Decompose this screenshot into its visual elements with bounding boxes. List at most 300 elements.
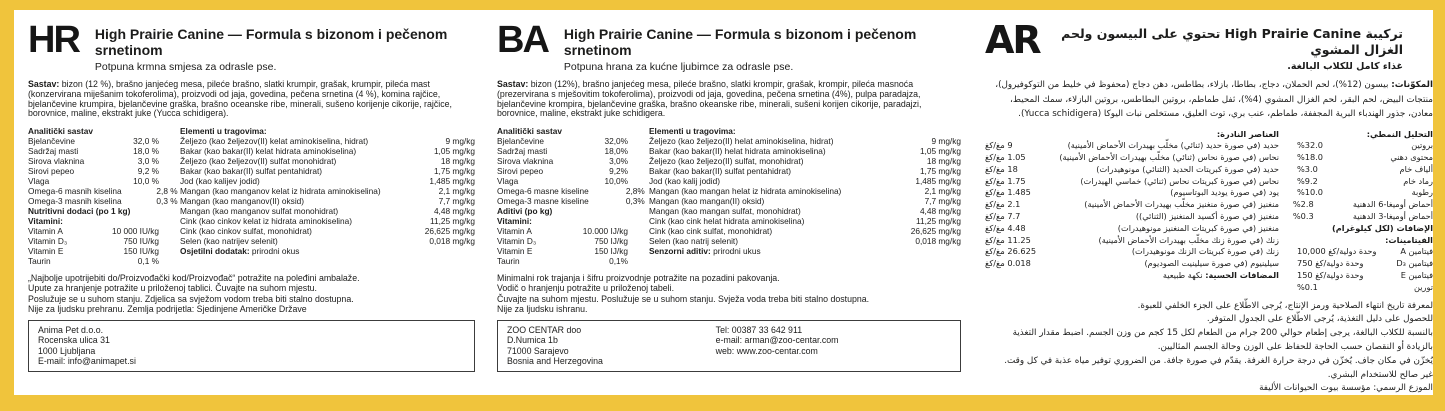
product-subtitle: Potpuna krmna smjesa za odrasle pse.: [94, 61, 277, 73]
row-value: 750 IJ/kg: [594, 236, 628, 247]
row-label: Cink (kao cink helat hidrata aminokiselina): [649, 216, 805, 227]
sensory-additive: [985, 270, 1279, 282]
row-value: 1,05 mg/kg: [433, 146, 475, 157]
row-label: Mangan (kao mangan helat iz hidrata aminokiselina): [649, 186, 842, 197]
row-value: 750 IU/kg: [123, 236, 159, 247]
table-row: [985, 176, 1279, 188]
usage-notes: [497, 273, 961, 314]
analysis-header: التحليل النمطي:: [1366, 128, 1433, 139]
row-value: 2.1 مغ/كغ: [985, 199, 1021, 210]
row-label: Sirova vlaknina: [28, 156, 85, 167]
table-row: [985, 164, 1279, 176]
row-value: 2,8%: [625, 186, 645, 197]
table-row: [180, 166, 475, 176]
language-code-ar: AR: [985, 18, 1040, 62]
row-value: 26,625 mg/kg: [910, 226, 961, 237]
vitamins-table: [28, 226, 159, 266]
table-row: [985, 140, 1279, 152]
text-line: Upute za hranjenje potražite u priloženoj tablici. Čuvajte na suhom mjestu.: [28, 283, 317, 294]
trace-header: Elementi u tragovima:: [180, 126, 267, 137]
trace-table: [649, 136, 961, 246]
vitamins-table: [497, 226, 628, 266]
text-line: e-mail: arman@zoo-centar.com: [715, 335, 839, 346]
row-label: Mangan (kao manganov sulfat monohidrat): [180, 206, 339, 217]
row-value: 18,0%: [604, 146, 628, 157]
row-value: 2,8 %: [156, 186, 178, 197]
distributor-contact: [716, 325, 951, 366]
table-row: [1297, 258, 1433, 270]
section-ar-header: [985, 18, 1433, 72]
table-row: [180, 216, 475, 226]
row-label: بروتين: [1411, 140, 1433, 151]
trace-header: العناصر النادرة:: [1216, 128, 1279, 139]
row-label: منغنيز (في صورة أكسيد المنغنيز (الثنائي)): [1135, 211, 1279, 222]
table-row: [497, 146, 628, 156]
row-label: فيتامين D₃: [1396, 258, 1433, 269]
row-label: Selen (kao natrij selenit): [649, 236, 739, 247]
distributor-address: [38, 325, 239, 366]
section-ba: [497, 20, 961, 410]
vitamins-header: Vitamini:: [497, 216, 532, 227]
ingredients-text: bizon (12 %), brašno janjećeg mesa, pileće brašno, slatki krumpir, grašak, krumpir, pileća mast (konzervirana miješanim tokoferolima), proizvodi od jaja, govedina, pečena srnetina (4 %), komina rajčice, bjelančevine krumpira, bjelančevine graška, brašno oceanske ribe, minerali, sušeno korijenje cikorije, rajčice, borovnice, maline, ekstrakt juke (Yucca schidigera).: [28, 79, 452, 119]
distributor-box: [28, 320, 475, 372]
table-row: [1297, 270, 1433, 282]
ingredients-label: Sastav:: [497, 79, 529, 89]
row-label: Mangan (kao manganov kelat iz hidrata aminokiselina): [180, 186, 381, 197]
row-value: 32,0%: [604, 136, 628, 147]
row-value: 7,7 mg/kg: [924, 196, 961, 207]
table-row: [28, 226, 159, 236]
section-hr: [28, 20, 475, 410]
row-value: 0,3 %: [156, 196, 178, 207]
row-value: 2,1 mg/kg: [924, 186, 961, 197]
row-value: 11,25 mg/kg: [915, 216, 961, 227]
table-row: [497, 186, 645, 197]
table-row: [28, 196, 178, 207]
table-row: [649, 196, 961, 206]
row-value: 9,2 %: [137, 166, 159, 177]
table-row: [28, 246, 159, 256]
row-value: 150 IJ/kg: [594, 246, 628, 257]
sensory-value: prirodni okus: [249, 246, 300, 257]
row-label: Vitamin D₃: [497, 236, 537, 247]
language-code-hr: HR: [28, 19, 79, 61]
row-value: 4,48 mg/kg: [433, 206, 475, 217]
row-value: %32.0: [1297, 140, 1324, 151]
row-value: 10,0 %: [133, 176, 159, 187]
table-row: [180, 196, 475, 206]
row-value: 1,75 mg/kg: [919, 166, 961, 177]
row-value: 0,018 mg/kg: [915, 236, 961, 247]
row-label: Selen (kao natrijev selenit): [180, 236, 278, 247]
row-value: 3,0 %: [137, 156, 159, 167]
table-row: [985, 152, 1279, 164]
trace-table: [180, 136, 475, 246]
table-row: [497, 246, 628, 256]
row-label: Željezo (kao željezov(II) kelat aminokiselina, hidrat): [180, 136, 369, 147]
table-row: [497, 236, 628, 246]
table-row: [28, 166, 159, 176]
row-value: 10,0%: [604, 176, 628, 187]
text-line: غير صالح للاستخدام البشري.: [1327, 369, 1433, 380]
row-label: نحاس (في صورة كبريتات نحاس (ثنائي) خماسي الهيدرات): [1080, 175, 1279, 186]
row-label: Bjelančevine: [28, 136, 76, 147]
vitamins-header: الفيتامينات:: [1385, 234, 1433, 245]
analysis-table: [28, 136, 178, 207]
row-label: تورين: [1414, 281, 1433, 292]
text-line: بالنسبة للكلاب البالغة، يرجى إطعام حوالي 200 جرام من الطعام لكل 15 كجم من وزن الجسم. اضبط مقدار التغذية بالزيادة أو النقصان حسب الحاجة للحفاظ على الوزن وحالة الجسم المثاليين.: [1012, 328, 1433, 353]
table-row: [180, 226, 475, 236]
row-value: 4.48 مغ/كغ: [985, 222, 1026, 233]
row-label: Željezo (kao željezo(II) sulfat, monohidrat): [649, 156, 804, 167]
row-label: زنك (في صورة زنك مخلّب بهيدرات الأحماض الأمينية): [1098, 234, 1279, 245]
row-label: Vlaga: [28, 176, 50, 187]
table-row: [985, 235, 1279, 247]
table-row: [497, 156, 628, 166]
table-row: [1292, 211, 1433, 223]
table-row: [1297, 164, 1433, 176]
table-row: [985, 187, 1279, 199]
table-row: [1292, 199, 1433, 211]
table-row: [649, 226, 961, 236]
row-label: Sadržaj masti: [28, 146, 79, 157]
row-label: Sadržaj masti: [497, 146, 548, 157]
row-value: 0,1 %: [137, 256, 159, 267]
distributor-address: [507, 325, 716, 366]
ingredients-text: بيسون (12%)، لحم الحملان، دجاج، بطاطا، بازلاء، بطاطس، دهن دجاج (محفوظ في خليط من التوكوفيرول)، منتجات البيض، لحم البقر، لحم الغزال المشوي (4%)، ثفل طماطم، بروتين البطاطس، بروتين البازلاء، سمك المحيط، معادن، جذور الهندباء البرية المجففة، طماطم، عنب بري، توت العليق، مستخلص نبات اليوكا (Yucca schidigera).: [995, 80, 1433, 119]
text-line: 71000 Sarajevo: [507, 345, 569, 356]
row-value: 150 وحدة دولية/كغ: [1297, 270, 1364, 281]
text-line: Poslužuje se u suhom stanju. Zdjelica sa svježom vodom treba biti stalno dostupna.: [28, 293, 354, 304]
title-block: [1040, 26, 1403, 72]
table-row: [649, 206, 961, 216]
title-block: [564, 26, 961, 73]
section-ar: [985, 20, 1433, 410]
row-value: 18,0 %: [133, 146, 159, 157]
table-row: [28, 156, 159, 166]
product-title: High Prairie Canine — Formula s bizonom i pečenom srnetinom: [563, 26, 917, 58]
text-line: „Najbolje upotrijebiti do/Proizvođački kod/Proizvođač“ potražite na poleđini ambalaže.: [28, 273, 360, 284]
ingredients-paragraph: [497, 80, 961, 119]
row-value: 10,000 وحدة دولية/كغ: [1297, 246, 1377, 257]
nutrition-columns: [28, 126, 475, 266]
analysis-column: [1292, 128, 1433, 294]
label-content: [14, 10, 1433, 410]
row-label: Vlaga: [497, 176, 519, 187]
analysis-column: [497, 126, 645, 267]
text-line: Minimalni rok trajanja i šifru proizvodnje potražite na pozadini pakovanja.: [497, 273, 780, 284]
table-row: [649, 156, 961, 166]
table-row: [1297, 187, 1433, 199]
row-label: فيتامين A: [1400, 246, 1433, 257]
sensory-value: prirodni ukus: [710, 246, 761, 257]
table-row: [180, 186, 475, 196]
text-line: Nije za ljudsku ishranu.: [497, 303, 588, 314]
row-value: 1.485 مغ/كغ: [985, 187, 1031, 198]
table-row: [497, 226, 628, 236]
usage-notes: [28, 273, 475, 314]
row-label: Bakar (kao bakar(II) sulfat pentahidrat): [649, 166, 792, 177]
row-label: Cink (kao cinkov kelat iz hidrata aminokiselina): [180, 216, 353, 227]
row-value: 0,3%: [625, 196, 645, 207]
table-row: [180, 206, 475, 216]
row-label: Vitamin E: [28, 246, 64, 257]
row-label: Omega-6 masnih kiselina: [28, 186, 122, 197]
table-row: [497, 256, 628, 266]
text-line: لمعرفة تاريخ انتهاء الصلاحية ورمز الإنتاج، يُرجى الاطّلاع على الجزء الخلفي للعبوة.: [1137, 300, 1433, 311]
ingredients-text: bizon (12%), brašno janjećeg mesa, pileće brašno, slatki krompir, grašak, krompir, pileća masnoća (prezervirana s mješovitim tokoferolima), proizvodi od jaja, govedina, pečena srnetina (4%), pulpa paradajza, bjelančevine krompira, bjelančevine graška, brašno okeanske ribe, minerali, sušeni korijen cikorije, paradajzi, borovnice, maline, ekstrakt juke schidigera.: [497, 79, 922, 119]
table-row: [180, 156, 475, 166]
row-value: 11.25 مغ/كغ: [985, 234, 1031, 245]
row-label: Omega-6 masne kiseline: [497, 186, 589, 197]
table-row: [180, 136, 475, 146]
table-row: [1297, 176, 1433, 188]
nutrition-columns: [985, 129, 1433, 294]
row-value: 0.018 مغ/كغ: [985, 258, 1031, 269]
language-code-ba: BA: [497, 19, 548, 61]
row-value: 1,75 mg/kg: [433, 166, 475, 177]
row-value: 2,1 mg/kg: [438, 186, 475, 197]
row-value: 0,1%: [609, 256, 628, 267]
table-row: [497, 176, 628, 186]
row-value: 10.000 IJ/kg: [582, 226, 628, 237]
sensory-additive: [649, 246, 961, 256]
row-value: 18 مغ/كغ: [985, 163, 1018, 174]
sensory-additive: [180, 246, 475, 256]
text-line: D.Numica 1b: [507, 335, 558, 346]
row-value: 9 mg/kg: [445, 136, 475, 147]
table-row: [649, 146, 961, 156]
text-line: Vodič o hranjenju potražite u priloženoj tabeli.: [497, 283, 675, 294]
row-label: Vitamin E: [497, 246, 533, 257]
row-label: Bakar (kao bakar(II) helat hidrata aminokiselina): [649, 146, 826, 157]
row-label: رطوبة: [1411, 187, 1433, 198]
trace-header: Elementi u tragovima:: [649, 126, 736, 137]
row-value: %0.3: [1292, 211, 1314, 222]
row-value: 26.625 مغ/كغ: [985, 246, 1037, 257]
ingredients-label: Sastav:: [28, 79, 60, 89]
row-label: Mangan (kao mangan sulfat, monohidrat): [649, 206, 801, 217]
product-subtitle: Potpuna hrana za kućne ljubimce za odrasle pse.: [563, 61, 794, 73]
row-label: Sirovi pepeo: [497, 166, 544, 177]
text-line: web: www.zoo-centar.com: [715, 345, 818, 356]
table-row: [985, 258, 1279, 270]
usage-notes: [985, 300, 1433, 410]
additives-header: Aditivi (po kg): [497, 206, 553, 217]
table-row: [985, 223, 1279, 235]
row-label: Vitamin A: [28, 226, 63, 237]
row-value: 9,2%: [609, 166, 628, 177]
row-value: 150 IU/kg: [123, 246, 159, 257]
row-value: 7,7 mg/kg: [438, 196, 475, 207]
table-row: [649, 166, 961, 176]
row-value: %9.2: [1297, 175, 1318, 186]
row-label: حديد (في صورة كبريتات الحديد (الثنائي) مونوهيدرات): [1096, 163, 1279, 174]
row-value: 26,625 mg/kg: [424, 226, 475, 237]
row-label: Sirovi pepeo: [28, 166, 75, 177]
row-label: Bakar (kao bakar(II) sulfat pentahidrat): [180, 166, 323, 177]
row-value: 18 mg/kg: [440, 156, 475, 167]
ingredients-paragraph: [28, 80, 475, 119]
distributor-box: [497, 320, 961, 372]
row-label: أحماض أوميغا-6 الدهنية: [1352, 199, 1433, 210]
analysis-table: [1292, 140, 1433, 223]
row-label: Vitamin A: [497, 226, 532, 237]
title-block: [95, 26, 475, 73]
row-value: 10 000 IU/kg: [111, 226, 159, 237]
product-subtitle: غذاء كامل للكلاب البالغة.: [1287, 61, 1403, 72]
trace-column: [649, 126, 961, 266]
table-row: [649, 136, 961, 146]
row-label: Cink (kao cink sulfat, monohidrat): [649, 226, 773, 237]
row-label: Taurin: [497, 256, 520, 267]
row-label: Omega-3 masnih kiselina: [28, 196, 122, 207]
ingredients-label: المكوّنات:: [1391, 80, 1433, 90]
distributor-contact: [239, 325, 465, 366]
table-row: [649, 186, 961, 196]
table-row: [649, 176, 961, 186]
row-value: 18 mg/kg: [926, 156, 961, 167]
analysis-table: [497, 136, 645, 207]
row-label: Mangan (kao mangan(II) oksid): [649, 196, 765, 207]
nutrition-columns: [497, 126, 961, 266]
row-value: 11,25 mg/kg: [429, 216, 475, 227]
row-label: Željezo (kao željezo(II) helat aminokiselina, hidrat): [649, 136, 834, 147]
analysis-column: [28, 126, 178, 267]
row-value: 7.7 مغ/كغ: [985, 211, 1021, 222]
row-label: زنك (في صورة كبريتات الزنك مونوهيدرات): [1131, 246, 1279, 257]
trace-column: [985, 129, 1279, 294]
product-title: تركيبة High Prairie Canine تحتوي على البيسون ولحم الغزال المشوي: [1061, 26, 1403, 57]
row-value: 3,0%: [609, 156, 628, 167]
sensory-label: Osjetilni dodatak:: [180, 246, 250, 257]
section-hr-header: [28, 19, 475, 73]
row-label: Bakar (kao bakar(II) kelat hidrata aminokiselina): [180, 146, 357, 157]
table-row: [1297, 152, 1433, 164]
row-value: 32,0 %: [133, 136, 159, 147]
table-row: [1297, 246, 1433, 258]
table-row: [649, 216, 961, 226]
row-value: 1.75 مغ/كغ: [985, 175, 1026, 186]
row-label: أحماض أوميغا-3 الدهنية: [1352, 211, 1433, 222]
section-ba-header: [497, 19, 961, 73]
table-row: [985, 199, 1279, 211]
vitamins-table: [1297, 246, 1433, 293]
row-label: Jod (kao kalij jodid): [649, 176, 721, 187]
row-label: Jod (kao kalijev jodid): [180, 176, 260, 187]
row-value: 1,485 mg/kg: [429, 176, 475, 187]
row-label: منغنيز (في صورة كبريتات المنغنيز مونوهيدرات): [1117, 222, 1279, 233]
text-line: Nije za ljudsku prehranu. Zemlja podrijetla: Sjedinjene Američke Države: [28, 303, 307, 314]
table-row: [649, 236, 961, 246]
product-title: High Prairie Canine — Formula s bizonom i pečenom srnetinom: [94, 26, 448, 58]
table-row: [28, 236, 159, 246]
row-value: %0.1: [1297, 281, 1318, 292]
row-label: Željezo (kao željezov(II) sulfat monohidrat): [180, 156, 337, 167]
additives-header: Nutritivni dodaci (po 1 kg): [28, 206, 131, 217]
row-label: منغنيز (في صورة منغنيز مخلّب بهيدرات الأحماض الأمينية): [1084, 199, 1279, 210]
analysis-header: Analitički sastav: [28, 126, 94, 137]
sensory-label: Senzorni aditiv:: [649, 246, 711, 257]
row-value: 4,48 mg/kg: [919, 206, 961, 217]
table-row: [497, 166, 628, 176]
table-row: [28, 186, 178, 197]
table-row: [28, 256, 159, 266]
text-line: E-mail: info@animapet.si: [38, 355, 136, 366]
text-line: 1000 Ljubljana: [38, 345, 96, 356]
vitamins-header: Vitamini:: [28, 216, 63, 227]
table-row: [1297, 282, 1433, 294]
row-value: %18.0: [1297, 152, 1324, 163]
text-line: Anima Pet d.o.o.: [38, 325, 104, 335]
row-label: سيلينيوم (في صورة سيلينيت الصوديوم): [1144, 258, 1279, 269]
text-line: للحصول على دليل التغذية، يُرجى الاطّلاع على الجدول المتوفر.: [1206, 314, 1433, 325]
additives-header: الإضافات (لكل كيلوغرام): [1332, 222, 1433, 233]
text-line: Rocenska ulica 31: [38, 335, 110, 346]
row-value: 9 mg/kg: [931, 136, 961, 147]
row-value: 750 وحدة دولية/كغ: [1297, 258, 1364, 269]
row-label: حديد (في صورة حديد (ثنائي) مخلّب بهيدرات الأحماض الأمينية): [1067, 140, 1279, 151]
text-line: يُخزّن في مكان جاف. يُخزّن في درجة حرارة الغرفة. يقدّم في صورة جافة. من الضروري توفير مياه عذبة في كل وقت.: [1004, 355, 1433, 366]
table-row: [28, 176, 159, 186]
row-label: Mangan (kao manganov(II) oksid): [180, 196, 305, 207]
row-label: يود (في صورة يوديد البوتاسيوم): [1170, 187, 1279, 198]
trace-table: [985, 140, 1279, 270]
text-line: الخبر، المملكة العربية السعودية: [1318, 397, 1433, 408]
row-label: Omega-3 masne kiseline: [497, 196, 589, 207]
table-row: [497, 136, 628, 146]
text-line: Bosnia and Herzegovina: [507, 355, 603, 366]
row-label: نحاس (في صورة نحاس (ثنائي) مخلّب بهيدرات الأحماض الأمينية): [1059, 152, 1279, 163]
table-row: [497, 196, 645, 207]
row-label: Vitamin D₃: [28, 236, 68, 247]
row-label: Bjelančevine: [497, 136, 545, 147]
table-row: [28, 136, 159, 146]
row-value: 1,05 mg/kg: [919, 146, 961, 157]
table-row: [1297, 140, 1433, 152]
analysis-header: Analitički sastav: [497, 126, 563, 137]
row-label: رماد خام: [1403, 175, 1433, 186]
table-row: [28, 146, 159, 156]
row-label: ألياف خام: [1399, 163, 1433, 174]
row-label: Cink (kao cinkov sulfat, monohidrat): [180, 226, 312, 237]
row-value: 0,018 mg/kg: [429, 236, 475, 247]
sensory-label: المضافات الحسية:: [1205, 270, 1279, 281]
table-row: [180, 236, 475, 246]
text-line: الموزع الرسمي: مؤسسة بيوت الحيوانات الأليفة: [1259, 383, 1433, 394]
text-line: Tel: 00387 33 642 911: [715, 325, 803, 335]
table-row: [985, 211, 1279, 223]
ingredients-paragraph: [985, 78, 1433, 122]
table-row: [180, 176, 475, 186]
row-value: 9 مغ/كغ: [985, 140, 1013, 151]
text-line: ZOO CENTAR doo: [507, 325, 582, 335]
trace-column: [180, 126, 475, 266]
row-value: %3.0: [1297, 163, 1318, 174]
row-value: 1,485 mg/kg: [915, 176, 961, 187]
table-row: [180, 146, 475, 156]
row-label: فيتامين E: [1400, 270, 1433, 281]
row-label: محتوى دهني: [1390, 152, 1433, 163]
row-value: %2.8: [1292, 199, 1314, 210]
row-label: Taurin: [28, 256, 51, 267]
sensory-value: نكهة طبيعية: [1162, 270, 1206, 281]
table-row: [985, 246, 1279, 258]
text-line: Čuvajte na suhom mjestu. Poslužuje se u suhom stanju. Svježa voda treba biti stalno dostupna.: [497, 293, 870, 304]
row-value: 1.05 مغ/كغ: [985, 152, 1026, 163]
row-value: %10.0: [1297, 187, 1324, 198]
row-label: Sirova vlaknina: [497, 156, 554, 167]
